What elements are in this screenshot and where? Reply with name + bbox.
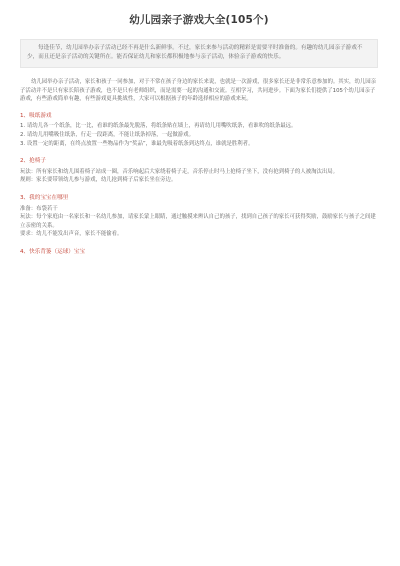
section-line: 玩法：所有家长和幼儿围着椅子站成一圈，音乐响起后大家绕着椅子走，音乐停止时马上抢椅子坐下，没有抢到椅子的人被淘汰出局。	[20, 168, 339, 175]
section-line: 规则：家长要带领幼儿参与游戏，幼儿抢到椅子后家长坐在旁边。	[20, 177, 177, 184]
section-line: 2. 请幼儿用嘴吸住纸条，行走一段距离，不能让纸条掉落，一起做游戏。	[20, 131, 194, 138]
section-heading: 4、快乐背篓（运球）宝宝	[20, 248, 86, 255]
section-heading: 1、吸纸游戏	[20, 112, 52, 119]
section-heading: 3、我的宝宝在哪里	[20, 194, 69, 201]
section-4	[20, 248, 378, 257]
section-line: 要求：幼儿不能发出声音，家长不能偷看。	[20, 231, 123, 238]
section-line: 准备：布袋若干	[20, 205, 58, 212]
lead-paragraph: 幼儿园举办亲子活动，家长和孩子一同参加，对于不常在孩子身边的家长来说，也就是一次游戏，很多家长还是非常乐意参加的。其实，幼儿园亲子活动并不是只有家长陪孩子游戏，也不是只有老师组织，而是需要一起的沟通和交流。互相学习，共同进步。下面为家长们提供了105个幼儿园亲子游戏，有些游戏简单有趣，有些游戏更具挑战性，大家可以根据孩子的年龄选择相应的游戏来玩。	[20, 79, 377, 103]
intro-box	[20, 39, 378, 68]
section-heading: 2、抢椅子	[20, 158, 46, 165]
page-title: 幼儿园亲子游戏大全(105个)	[129, 14, 269, 26]
section-1	[20, 112, 378, 148]
section-2	[20, 157, 378, 185]
section-3	[20, 194, 378, 239]
section-line: 3. 设置一定的距离，在终点放置一些物品作为“奖品”，谁最先吸着纸条到达终点，谁就是胜利者。	[20, 140, 254, 147]
intro-text: 每逢佳节，幼儿园举办亲子活动已经不再是什么新鲜事。不过，家长来参与活动的精彩是需要平时准备的。有趣的幼儿园亲子游戏不少，而且还是亲子活动的关键所在。能否保证幼儿和家长都积极地参与亲子活动，体验亲子游戏的快乐。	[27, 45, 363, 60]
section-line: 玩法：每个家庭由一名家长和一名幼儿参加，请家长蒙上眼睛，通过触摸来辨认自己的孩子，找到自己孩子的家长可获得奖励，鼓励家长与孩子之间建立亲密的关系。	[20, 214, 376, 229]
section-line: 1. 请幼儿各一个纸条，比一比，看谁的纸条最先脱落，将纸条贴在墙上，再请幼儿用嘴吹纸条，看谁吹的纸条最远。	[20, 123, 297, 130]
